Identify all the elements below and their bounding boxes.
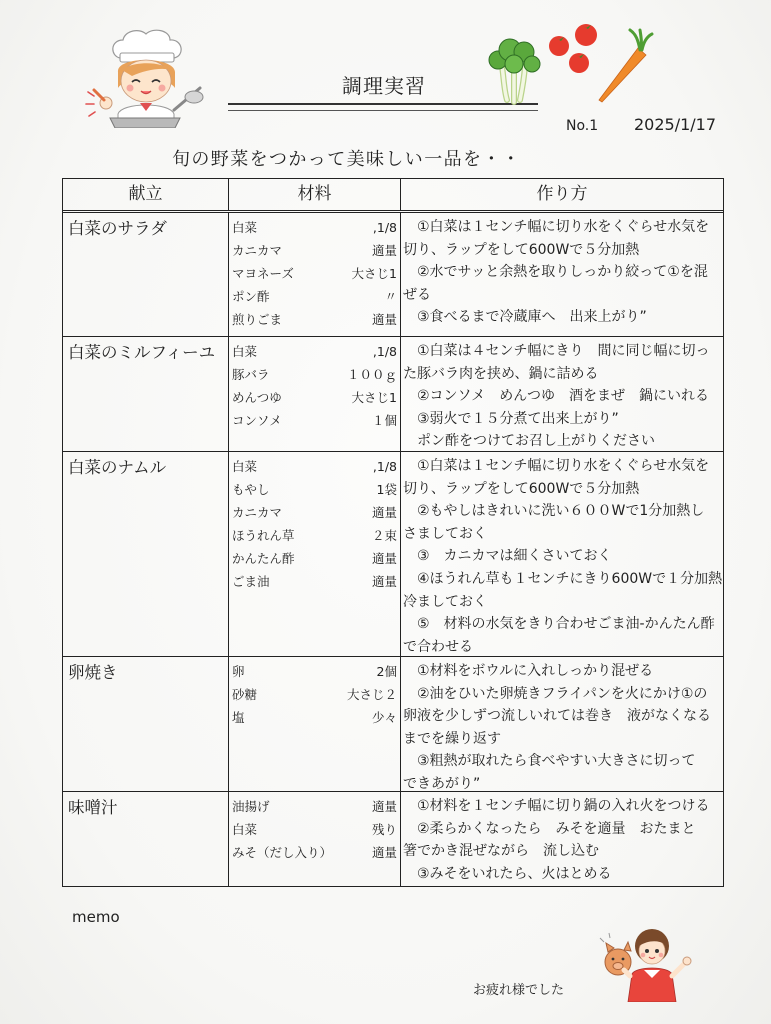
method-line: 箸でかき混ぜながら 流し込む — [403, 843, 599, 860]
ingredient-name: 煎りごま — [232, 312, 283, 327]
ingredients-cell — [229, 213, 401, 336]
ingredient-item — [232, 683, 397, 706]
recipe-row — [63, 336, 723, 451]
method-line: ①材料を１センチ幅に切り鍋の入れ火をつける — [403, 798, 710, 814]
ingredient-name: 白菜 — [232, 344, 258, 359]
pig-puppet-icon — [600, 933, 631, 975]
ingredient-amount: 少々 — [371, 710, 397, 725]
ingredient-amount: 大さじ1 — [351, 266, 397, 281]
dish-cell — [63, 657, 229, 791]
ingredient-list — [229, 213, 400, 331]
ingredient-name: めんつゆ — [232, 390, 282, 405]
method-cell — [401, 657, 723, 791]
dish-name: 味噌汁 — [68, 798, 118, 817]
method-line: ①白菜は１センチ幅に切り水をくぐらせ水気を — [403, 219, 710, 235]
ingredient-name: カニカマ — [232, 505, 283, 520]
method-line: さましておく — [403, 525, 487, 542]
ingredient-amount: 適量 — [371, 312, 397, 327]
ingredient-list — [229, 657, 400, 729]
method-steps — [401, 337, 723, 451]
ingredient-item — [232, 795, 397, 818]
ingredient-item — [232, 239, 397, 262]
method-line: できあがり” — [403, 775, 481, 791]
ingredient-item — [232, 660, 397, 683]
ingredient-name: 白菜 — [232, 822, 258, 837]
ingredient-name: マヨネーズ — [232, 266, 294, 281]
method-line: ③ カニカマは細くさいておく — [403, 548, 612, 565]
ingredient-amount: 適量 — [371, 505, 397, 520]
method-line: 卵液を少しずつ流しいれては巻き 液がなくなる — [403, 708, 711, 725]
header-ingredients: 材料 — [229, 179, 401, 210]
recipe-table — [62, 178, 724, 887]
method-line: ポン酢をつけてお召し上がりください — [403, 433, 655, 450]
method-line: ②油をひいた卵焼きフライパンを火にかけ①の — [403, 685, 708, 702]
ingredient-amount: 残り — [371, 822, 397, 837]
ingredient-item — [232, 285, 397, 308]
ingredient-name: ごま油 — [232, 574, 270, 589]
ingredient-item — [232, 818, 397, 841]
ingredient-list — [229, 792, 400, 864]
method-line: ③粗熱が取れたら食べやすい大きさに切って — [403, 753, 696, 770]
ingredient-amount: 大さじ２ — [346, 687, 397, 702]
ingredient-item — [232, 478, 397, 501]
ingredient-amount: 適量 — [371, 551, 397, 566]
ingredients-cell — [229, 657, 401, 791]
ingredient-item — [232, 340, 397, 363]
method-line: た豚バラ肉を挟め、鍋に詰める — [403, 365, 599, 382]
method-line: 切り、ラップをして600Wで５分加熱 — [403, 241, 640, 258]
ingredient-amount: ２束 — [371, 528, 397, 543]
method-steps — [401, 213, 723, 329]
ingredient-item — [232, 501, 397, 524]
dish-name: 白菜のサラダ — [68, 219, 167, 238]
ingredient-item — [232, 524, 397, 547]
ingredient-list — [229, 337, 400, 432]
ingredient-name: 豚バラ — [232, 367, 270, 382]
dish-cell — [63, 337, 229, 451]
recipe-row — [63, 451, 723, 656]
header-method: 作り方 — [536, 184, 588, 204]
method-line: ①材料をボウルに入れしっかり混ぜる — [403, 663, 654, 679]
ingredients-cell — [229, 792, 401, 886]
ingredient-name: コンソメ — [232, 413, 282, 428]
ingredient-amount: 〃 — [384, 289, 397, 304]
method-line: までを繰り返す — [403, 730, 501, 747]
page-title: 調理実習 — [342, 74, 426, 98]
dish-name: 白菜のミルフィーユ — [68, 343, 216, 362]
ingredient-name: ポン酢 — [232, 289, 270, 304]
method-line: 切り、ラップをして600Wで５分加熱 — [403, 480, 640, 497]
girl-icon — [598, 920, 702, 1002]
method-steps — [401, 657, 723, 791]
tomato-icon — [549, 24, 597, 73]
dish-cell — [63, 792, 229, 886]
method-cell — [401, 792, 723, 886]
closing-message: お疲れ様でした — [473, 983, 565, 998]
method-line: ③食べるまで冷蔵庫へ 出来上がり” — [403, 309, 647, 326]
dish-cell — [63, 213, 229, 336]
ingredient-name: 白菜 — [232, 459, 258, 474]
ingredient-item — [232, 841, 397, 864]
ingredient-item — [232, 308, 397, 331]
ingredient-item — [232, 216, 397, 239]
header-menu: 献立 — [63, 179, 229, 210]
ingredient-amount: 2個 — [376, 664, 397, 679]
girl-with-pig-puppet-illustration — [598, 920, 702, 1002]
ingredient-amount: ,1/8 — [372, 459, 397, 474]
ingredient-item — [232, 547, 397, 570]
ingredient-amount: ,1/8 — [372, 344, 397, 359]
document-number: No.1 — [566, 118, 599, 134]
method-line: ③みそをいれたら、火はとめる — [403, 865, 612, 882]
ingredient-amount: 1袋 — [376, 482, 397, 497]
chef-icon — [82, 26, 212, 128]
ingredients-cell — [229, 337, 401, 451]
method-line: ⑤ 材料の水気をきり合わせごま油-かんたん酢 — [403, 616, 715, 633]
ingredient-name: かんたん酢 — [232, 551, 295, 566]
ingredients-cell — [229, 452, 401, 656]
method-line: ぜる — [403, 286, 431, 303]
chef-illustration — [82, 26, 212, 128]
recipe-row — [63, 791, 723, 886]
method-line: ②水でサッと余熱を取りしっかり絞って①を混 — [403, 264, 708, 281]
vegetables-icon — [480, 18, 655, 105]
ingredient-item — [232, 262, 397, 285]
ingredient-amount: ,1/8 — [372, 220, 397, 235]
ingredient-item — [232, 386, 397, 409]
document-date: 2025/1/17 — [634, 115, 717, 134]
ingredient-item — [232, 570, 397, 593]
ingredient-item — [232, 706, 397, 729]
method-line: ②コンソメ めんつゆ 酒をまぜ 鍋にいれる — [403, 388, 709, 405]
ingredient-name: カニカマ — [232, 243, 283, 258]
method-line: ①白菜は１センチ幅に切り水をくぐらせ水気を — [403, 458, 710, 474]
page-subtitle: 旬の野菜をつかって美味しい一品を・・ — [172, 149, 522, 170]
ingredient-amount: １００ｇ — [346, 367, 397, 382]
table-header — [63, 179, 723, 213]
ingredient-amount: 大さじ1 — [351, 390, 397, 405]
ingredient-name: ほうれん草 — [232, 528, 295, 543]
recipe-row — [63, 213, 723, 336]
recipe-table-body — [63, 213, 723, 886]
ingredient-item — [232, 409, 397, 432]
ingredient-item — [232, 455, 397, 478]
memo-label: memo — [72, 908, 120, 926]
ingredient-item — [232, 363, 397, 386]
method-line: ②柔らかくなったら みそを適量 おたまと — [403, 820, 696, 837]
ingredient-amount: 適量 — [371, 845, 397, 860]
method-cell — [401, 337, 723, 451]
ingredient-name: 油揚げ — [232, 799, 270, 814]
vegetables-illustration — [480, 18, 655, 105]
method-line: 冷ましておく — [403, 593, 487, 610]
ingredient-list — [229, 452, 400, 593]
ingredient-name: 白菜 — [232, 220, 258, 235]
ingredient-name: 塩 — [232, 710, 245, 725]
ingredient-name: みそ（だし入り） — [232, 845, 333, 860]
dish-name: 白菜のナムル — [68, 458, 167, 477]
method-cell — [401, 213, 723, 336]
dish-name: 卵焼き — [68, 663, 118, 682]
ingredient-amount: 適量 — [371, 243, 397, 258]
broccoli-icon — [489, 39, 540, 102]
method-line: で合わせる — [403, 638, 473, 655]
dish-cell — [63, 452, 229, 656]
method-line: ③弱火で１５分煮て出来上がり” — [403, 410, 619, 427]
method-steps — [401, 792, 723, 885]
method-line: ④ほうれん草も１センチにきり600Wで１分加熱 — [403, 570, 723, 587]
method-line: ②もやしはきれいに洗い６００Wで1分加熱し — [403, 503, 705, 520]
recipe-row — [63, 656, 723, 791]
ingredient-amount: １個 — [371, 413, 397, 428]
method-line: ①白菜は４センチ幅にきり 間に同じ幅に切っ — [403, 343, 710, 359]
carrot-icon — [599, 30, 652, 102]
ingredient-name: 卵 — [232, 664, 245, 679]
ingredient-name: 砂糖 — [232, 687, 258, 702]
method-cell — [401, 452, 723, 656]
ingredient-amount: 適量 — [371, 574, 397, 589]
method-steps — [401, 452, 723, 656]
ingredient-amount: 適量 — [371, 799, 397, 814]
ingredient-name: もやし — [232, 482, 270, 497]
